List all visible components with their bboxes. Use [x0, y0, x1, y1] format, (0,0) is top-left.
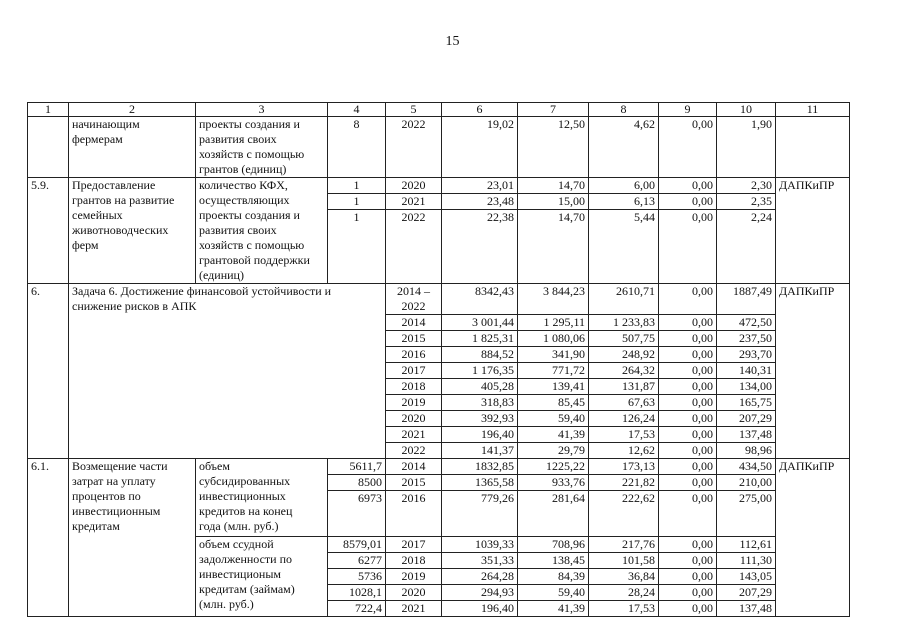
- amount-local: 0,00: [659, 347, 717, 363]
- amount-total: 141,37: [442, 443, 518, 459]
- year-cell: 2014 – 2022: [386, 284, 442, 315]
- col-header: 8: [589, 103, 659, 117]
- amount-local: 0,00: [659, 553, 717, 569]
- amount-local: 0,00: [659, 443, 717, 459]
- amount-federal: 771,72: [518, 363, 589, 379]
- amount-local: 0,00: [659, 395, 717, 411]
- amount-regional: 507,75: [589, 331, 659, 347]
- amount-other: 137,48: [717, 427, 776, 443]
- amount-federal: 59,40: [518, 411, 589, 427]
- indicator-value: 1028,1: [328, 585, 386, 601]
- amount-local: 0,00: [659, 210, 717, 284]
- amount-regional: 264,32: [589, 363, 659, 379]
- measure-name: Предоставление грантов на развитие семейных животноводческих ферм: [69, 178, 196, 284]
- amount-total: 23,48: [442, 194, 518, 210]
- amount-regional: 4,62: [589, 117, 659, 178]
- table-row: [28, 459, 850, 475]
- amount-total: 884,52: [442, 347, 518, 363]
- amount-total: 196,40: [442, 601, 518, 617]
- col-header: 10: [717, 103, 776, 117]
- amount-other: 137,48: [717, 601, 776, 617]
- measure-name: Возмещение части затрат на уплату процентов по инвестиционным кредитам: [69, 459, 196, 617]
- table-row: [28, 284, 850, 315]
- amount-other: 1887,49: [717, 284, 776, 315]
- row-number: 6.: [28, 284, 69, 459]
- amount-total: 1 176,35: [442, 363, 518, 379]
- indicator-name: объем субсидированных инвестиционных кредитов на конец года (млн. руб.): [196, 459, 328, 537]
- year-cell: 2014: [386, 459, 442, 475]
- col-header: 5: [386, 103, 442, 117]
- amount-regional: 17,53: [589, 427, 659, 443]
- amount-other: 2,30: [717, 178, 776, 194]
- amount-federal: 1 080,06: [518, 331, 589, 347]
- indicator-value: 1: [328, 194, 386, 210]
- year-cell: 2015: [386, 475, 442, 491]
- amount-total: 294,93: [442, 585, 518, 601]
- executor-cell: ДАПКиПР: [776, 284, 850, 459]
- amount-federal: 29,79: [518, 443, 589, 459]
- amount-local: 0,00: [659, 537, 717, 553]
- col-header: 7: [518, 103, 589, 117]
- amount-total: 1039,33: [442, 537, 518, 553]
- amount-total: 392,93: [442, 411, 518, 427]
- amount-local: 0,00: [659, 284, 717, 315]
- amount-local: 0,00: [659, 459, 717, 475]
- amount-total: 1 825,31: [442, 331, 518, 347]
- indicator-value: 1: [328, 178, 386, 194]
- amount-other: 293,70: [717, 347, 776, 363]
- amount-regional: 2610,71: [589, 284, 659, 315]
- amount-federal: 85,45: [518, 395, 589, 411]
- amount-regional: 222,62: [589, 491, 659, 537]
- measure-name: начинающим фермерам: [69, 117, 196, 178]
- amount-federal: 59,40: [518, 585, 589, 601]
- year-cell: 2017: [386, 537, 442, 553]
- year-cell: 2015: [386, 331, 442, 347]
- amount-other: 1,90: [717, 117, 776, 178]
- amount-local: 0,00: [659, 331, 717, 347]
- amount-federal: 41,39: [518, 427, 589, 443]
- year-cell: 2018: [386, 553, 442, 569]
- amount-local: 0,00: [659, 569, 717, 585]
- program-table: [27, 102, 850, 617]
- col-header: 4: [328, 103, 386, 117]
- col-header: 6: [442, 103, 518, 117]
- amount-regional: 17,53: [589, 601, 659, 617]
- indicator-value: 5611,7: [328, 459, 386, 475]
- amount-local: 0,00: [659, 315, 717, 331]
- year-cell: 2019: [386, 395, 442, 411]
- indicator-value: 6973: [328, 491, 386, 537]
- year-cell: 2019: [386, 569, 442, 585]
- amount-regional: 5,44: [589, 210, 659, 284]
- amount-total: 19,02: [442, 117, 518, 178]
- executor-cell: ДАПКиПР: [776, 178, 850, 284]
- row-number: 5.9.: [28, 178, 69, 284]
- year-cell: 2022: [386, 443, 442, 459]
- amount-regional: 28,24: [589, 585, 659, 601]
- amount-local: 0,00: [659, 475, 717, 491]
- amount-other: 434,50: [717, 459, 776, 475]
- amount-total: 351,33: [442, 553, 518, 569]
- year-cell: 2022: [386, 117, 442, 178]
- amount-other: 2,35: [717, 194, 776, 210]
- indicator-name: объем ссудной задолженности по инвестиционым кредитам (займам) (млн. руб.): [196, 537, 328, 617]
- amount-federal: 84,39: [518, 569, 589, 585]
- amount-regional: 101,58: [589, 553, 659, 569]
- indicator-name: количество КФХ, осуществляющих проекты создания и развития своих хозяйств с помощью грантовой поддержки (единиц): [196, 178, 328, 284]
- amount-total: 23,01: [442, 178, 518, 194]
- amount-regional: 6,13: [589, 194, 659, 210]
- amount-local: 0,00: [659, 427, 717, 443]
- amount-federal: 1 295,11: [518, 315, 589, 331]
- amount-local: 0,00: [659, 491, 717, 537]
- year-cell: 2022: [386, 210, 442, 284]
- amount-total: 1365,58: [442, 475, 518, 491]
- year-cell: 2016: [386, 347, 442, 363]
- indicator-value: 8: [328, 117, 386, 178]
- amount-federal: 341,90: [518, 347, 589, 363]
- amount-local: 0,00: [659, 379, 717, 395]
- col-header: 9: [659, 103, 717, 117]
- executor-cell: ДАПКиПР: [776, 459, 850, 617]
- amount-other: 210,00: [717, 475, 776, 491]
- amount-local: 0,00: [659, 585, 717, 601]
- amount-other: 111,30: [717, 553, 776, 569]
- amount-other: 134,00: [717, 379, 776, 395]
- amount-local: 0,00: [659, 178, 717, 194]
- executor-cell: [776, 117, 850, 178]
- amount-regional: 173,13: [589, 459, 659, 475]
- amount-regional: 131,87: [589, 379, 659, 395]
- year-cell: 2021: [386, 427, 442, 443]
- table-row: [28, 178, 850, 194]
- amount-other: 165,75: [717, 395, 776, 411]
- amount-total: 8342,43: [442, 284, 518, 315]
- col-header: 3: [196, 103, 328, 117]
- year-cell: 2020: [386, 178, 442, 194]
- amount-regional: 221,82: [589, 475, 659, 491]
- amount-federal: 139,41: [518, 379, 589, 395]
- amount-regional: 67,63: [589, 395, 659, 411]
- task-title: Задача 6. Достижение финансовой устойчивости и снижение рисков в АПК: [69, 284, 386, 459]
- year-cell: 2016: [386, 491, 442, 537]
- amount-other: 98,96: [717, 443, 776, 459]
- amount-local: 0,00: [659, 194, 717, 210]
- year-cell: 2014: [386, 315, 442, 331]
- amount-federal: 15,00: [518, 194, 589, 210]
- amount-total: 22,38: [442, 210, 518, 284]
- col-header: 11: [776, 103, 850, 117]
- amount-federal: 3 844,23: [518, 284, 589, 315]
- amount-total: 196,40: [442, 427, 518, 443]
- indicator-value: 1: [328, 210, 386, 284]
- amount-other: 112,61: [717, 537, 776, 553]
- amount-total: 264,28: [442, 569, 518, 585]
- amount-federal: 1225,22: [518, 459, 589, 475]
- amount-federal: 14,70: [518, 178, 589, 194]
- indicator-value: 722,4: [328, 601, 386, 617]
- amount-other: 472,50: [717, 315, 776, 331]
- amount-federal: 933,76: [518, 475, 589, 491]
- amount-other: 140,31: [717, 363, 776, 379]
- col-header: 1: [28, 103, 69, 117]
- year-cell: 2017: [386, 363, 442, 379]
- amount-total: 405,28: [442, 379, 518, 395]
- amount-total: 318,83: [442, 395, 518, 411]
- row-number: [28, 117, 69, 178]
- amount-other: 207,29: [717, 411, 776, 427]
- amount-total: 3 001,44: [442, 315, 518, 331]
- indicator-value: 6277: [328, 553, 386, 569]
- amount-other: 237,50: [717, 331, 776, 347]
- indicator-value: 5736: [328, 569, 386, 585]
- amount-regional: 217,76: [589, 537, 659, 553]
- amount-federal: 138,45: [518, 553, 589, 569]
- year-cell: 2021: [386, 601, 442, 617]
- header-row: [28, 103, 850, 117]
- table-row: [28, 117, 850, 178]
- amount-federal: 281,64: [518, 491, 589, 537]
- amount-regional: 126,24: [589, 411, 659, 427]
- amount-other: 275,00: [717, 491, 776, 537]
- amount-regional: 12,62: [589, 443, 659, 459]
- amount-federal: 708,96: [518, 537, 589, 553]
- col-header: 2: [69, 103, 196, 117]
- amount-other: 207,29: [717, 585, 776, 601]
- page-number: 15: [445, 34, 460, 49]
- amount-federal: 41,39: [518, 601, 589, 617]
- year-cell: 2020: [386, 585, 442, 601]
- amount-federal: 12,50: [518, 117, 589, 178]
- amount-local: 0,00: [659, 363, 717, 379]
- amount-federal: 14,70: [518, 210, 589, 284]
- row-number: 6.1.: [28, 459, 69, 617]
- year-cell: 2021: [386, 194, 442, 210]
- indicator-value: 8500: [328, 475, 386, 491]
- amount-total: 779,26: [442, 491, 518, 537]
- amount-local: 0,00: [659, 411, 717, 427]
- indicator-value: 8579,01: [328, 537, 386, 553]
- amount-regional: 36,84: [589, 569, 659, 585]
- year-cell: 2018: [386, 379, 442, 395]
- amount-regional: 248,92: [589, 347, 659, 363]
- amount-local: 0,00: [659, 117, 717, 178]
- amount-regional: 1 233,83: [589, 315, 659, 331]
- amount-other: 2,24: [717, 210, 776, 284]
- indicator-name: проекты создания и развития своих хозяйств с помощью грантов (единиц): [196, 117, 328, 178]
- amount-regional: 6,00: [589, 178, 659, 194]
- amount-other: 143,05: [717, 569, 776, 585]
- year-cell: 2020: [386, 411, 442, 427]
- amount-total: 1832,85: [442, 459, 518, 475]
- table-body: [28, 103, 850, 617]
- amount-local: 0,00: [659, 601, 717, 617]
